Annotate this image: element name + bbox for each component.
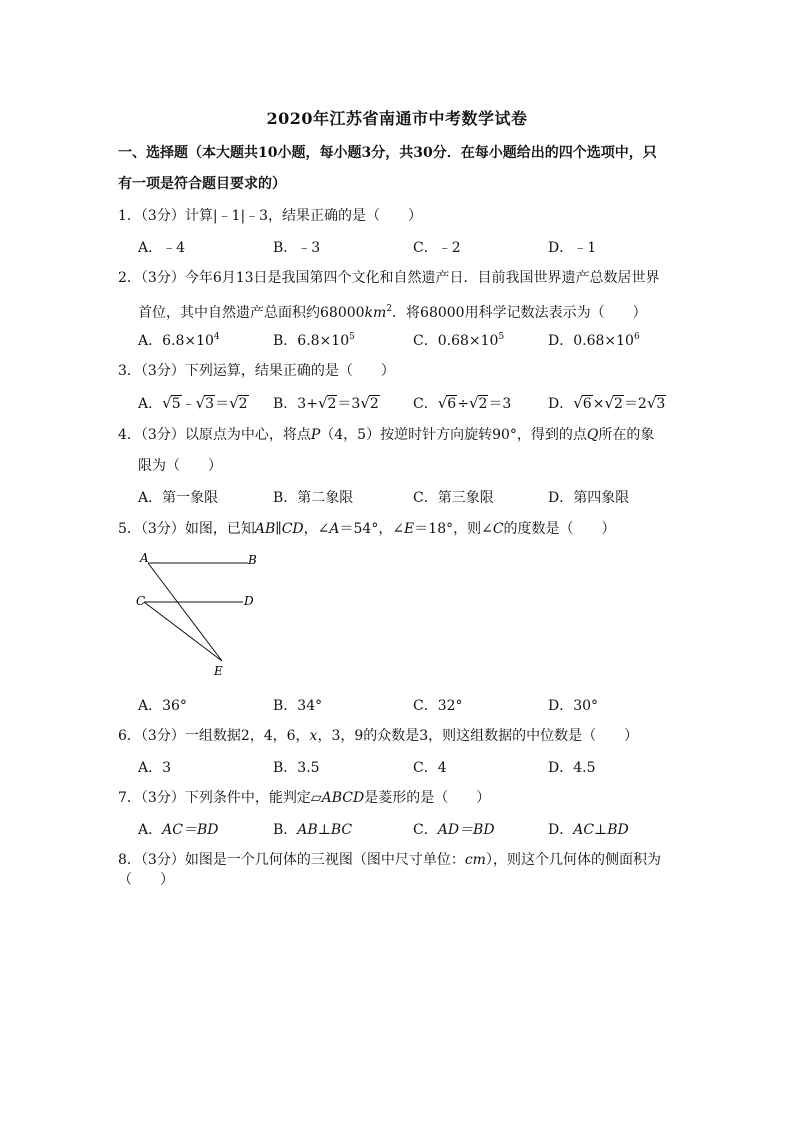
question-4-stem-line2: 限为（ ）	[138, 458, 222, 474]
radical-sign-icon: √	[360, 394, 370, 412]
operator: ÷	[457, 396, 469, 412]
option-a	[138, 330, 220, 350]
radicand: 2	[614, 396, 623, 412]
option-c-label: C．	[413, 822, 438, 838]
label-a: A	[140, 551, 149, 565]
label-d: D	[244, 594, 254, 608]
question-5-text-b: ，∠	[303, 521, 330, 537]
point-q: Q	[586, 427, 599, 443]
option-c: C．4	[413, 760, 447, 776]
option-a	[138, 393, 249, 413]
label-b: B	[248, 553, 257, 567]
option-c: C．32°	[413, 698, 463, 714]
question-6-text-a: 6．（3分）一组数据2，4，6，	[118, 728, 310, 744]
radicand: 5	[171, 396, 181, 412]
equals: ＝3	[337, 396, 361, 412]
radical-sign-icon: √	[437, 394, 448, 412]
option-c	[413, 819, 495, 839]
option-a-label: A．	[138, 396, 163, 412]
option-b: B．第二象限	[273, 490, 354, 506]
operator: ﹣	[181, 396, 196, 412]
question-2-text-b: ．将68000用科学记数法表示为（ ）	[392, 305, 647, 321]
option-d-exp: 6	[633, 332, 640, 342]
question-1-stem: 1．（3分）计算|﹣1|﹣3，结果正确的是（ ）	[118, 208, 423, 224]
radicand: 2	[327, 396, 337, 412]
unit-km: km	[364, 305, 387, 321]
question-3-stem: 3．（3分）下列运算，结果正确的是（ ）	[118, 363, 395, 379]
radicand: 2	[478, 396, 488, 412]
radical-sign-icon: √	[573, 394, 583, 412]
option-a: A．﹣4	[138, 240, 186, 256]
section-heading	[118, 138, 678, 200]
option-d-base: D．0.68×10	[548, 333, 634, 349]
radicand: 2	[369, 396, 379, 412]
radical-sign-icon: √	[317, 394, 328, 412]
radicand: 6	[582, 396, 592, 412]
option-b: B．3.5	[273, 760, 320, 776]
question-4-options	[138, 487, 698, 507]
radicand: 2	[238, 396, 248, 412]
question-7-stem	[118, 788, 678, 808]
question-7-options	[138, 819, 698, 839]
radical-sign-icon: √	[162, 394, 172, 412]
question-6-text-b: ，3，9的众数是3，则这组数据的中位数是（ ）	[317, 728, 639, 744]
option-c-exp: 5	[498, 332, 505, 342]
option-d: D．4.5	[548, 760, 596, 776]
question-5-stem	[118, 519, 678, 539]
option-b	[273, 330, 355, 350]
option-d	[548, 393, 666, 413]
question-5-text-a: 5．（3分）如图，已知	[118, 521, 255, 537]
question-7-text-a: 7．（3分）下列条件中，能判定▱	[118, 790, 322, 806]
segment-ae	[148, 563, 222, 661]
variable-x: x	[309, 728, 318, 744]
section-heading-line1: 一、选择题（本大题共10小题，每小题3分，共30分．在每小题给出的四个选项中，只	[118, 145, 657, 161]
angle-a: A	[329, 521, 340, 537]
option-c-base: C．0.68×10	[413, 333, 499, 349]
radicand: 3	[205, 396, 215, 412]
option-d	[548, 819, 629, 839]
question-4-text-a: 4．（3分）以原点为中心，将点	[118, 427, 311, 443]
point-p: P	[310, 427, 321, 443]
option-a: A．36°	[138, 698, 187, 714]
question-6-options	[138, 757, 698, 777]
radicand: 6	[447, 396, 457, 412]
radical-sign-icon: √	[229, 394, 239, 412]
equals: ＝	[215, 396, 230, 412]
equals: ＝3	[488, 396, 512, 412]
option-d-label: D．	[548, 396, 574, 412]
radicand: 3	[656, 396, 666, 412]
question-5-text-c: ＝54°，∠	[339, 521, 405, 537]
question-5-options	[138, 695, 698, 715]
question-4-text-b: （4，5）按逆时针方向旋转90°，得到的点	[320, 427, 587, 443]
question-7-text-b: 是菱形的是（ ）	[364, 790, 491, 806]
option-b: B．34°	[273, 698, 323, 714]
option-b-base: B．6.8×10	[273, 333, 350, 349]
option-b-exp: 5	[349, 332, 355, 342]
question-8-text-b: ），则这个几何体的侧面积为（ ）	[118, 852, 661, 888]
option-b	[273, 819, 352, 839]
unit-cm: cm	[464, 852, 486, 868]
option-b-label: B．	[273, 396, 298, 412]
option-a-label: A．	[138, 822, 163, 838]
question-2-stem-line1: 2．（3分）今年6月13日是我国第四个文化和自然遗产日．目前我国世界遗产总数居世界	[118, 270, 660, 286]
option-d	[548, 330, 640, 350]
radical-sign-icon: √	[604, 394, 615, 412]
option-a-base: A．6.8×10	[138, 333, 214, 349]
equals: ＝2	[623, 396, 647, 412]
angle-c: C	[492, 521, 504, 537]
question-2-options	[138, 330, 698, 350]
radical-sign-icon: √	[195, 394, 206, 412]
option-a-exp: 4	[213, 332, 220, 342]
question-4-text-c: 所在的象	[598, 427, 655, 443]
label-e: E	[214, 664, 223, 678]
option-a: A．3	[138, 760, 172, 776]
question-3-options	[138, 393, 698, 413]
angle-e: E	[404, 521, 415, 537]
option-c	[413, 393, 511, 413]
option-c-text: AD＝BD	[437, 822, 495, 838]
question-8-stem	[118, 850, 678, 890]
question-4-stem-line1	[118, 425, 678, 445]
question-8-text-a: 8．（3分）如图是一个几何体的三视图（图中尺寸单位：	[118, 852, 465, 868]
section-heading-line2: 有一项是符合题目要求的）	[118, 176, 286, 192]
term: 3+	[297, 396, 318, 412]
option-d: D．第四象限	[548, 490, 630, 506]
label-c: C	[136, 594, 146, 608]
page-title: 2020年江苏省南通市中考数学试卷	[266, 109, 528, 128]
radical-sign-icon: √	[646, 394, 657, 412]
question-5-text-e: 的度数是（ ）	[503, 521, 616, 537]
option-b-text: AB⊥BC	[297, 822, 353, 838]
option-d: D．30°	[548, 698, 599, 714]
segment-ce	[144, 602, 222, 661]
question-1-options	[138, 237, 698, 257]
option-b-label: B．	[273, 822, 298, 838]
option-a-text: AC＝BD	[162, 822, 219, 838]
radical-sign-icon: √	[468, 394, 479, 412]
option-d-text: AC⊥BD	[573, 822, 629, 838]
operator: ×	[592, 396, 605, 412]
option-b	[273, 393, 380, 413]
option-d: D．﹣1	[548, 240, 597, 256]
question-2-stem-line2	[138, 299, 678, 323]
option-c: C．﹣2	[413, 240, 461, 256]
unit-exponent: 2	[386, 304, 393, 314]
option-c	[413, 330, 504, 350]
option-b: B．﹣3	[273, 240, 321, 256]
question-2-text-a: 首位，其中自然遗产总面积约68000	[138, 305, 365, 321]
option-c-label: C．	[413, 396, 438, 412]
option-d-label: D．	[548, 822, 574, 838]
question-5-figure	[130, 548, 270, 683]
question-6-stem	[118, 726, 678, 746]
option-a	[138, 819, 218, 839]
parallelogram-abcd: ABCD	[321, 790, 365, 806]
question-5-text-d: ＝18°，则∠	[414, 521, 493, 537]
option-c: C．第三象限	[413, 490, 494, 506]
parallel-lines: AB∥CD	[254, 521, 304, 537]
option-a: A．第一象限	[138, 490, 219, 506]
